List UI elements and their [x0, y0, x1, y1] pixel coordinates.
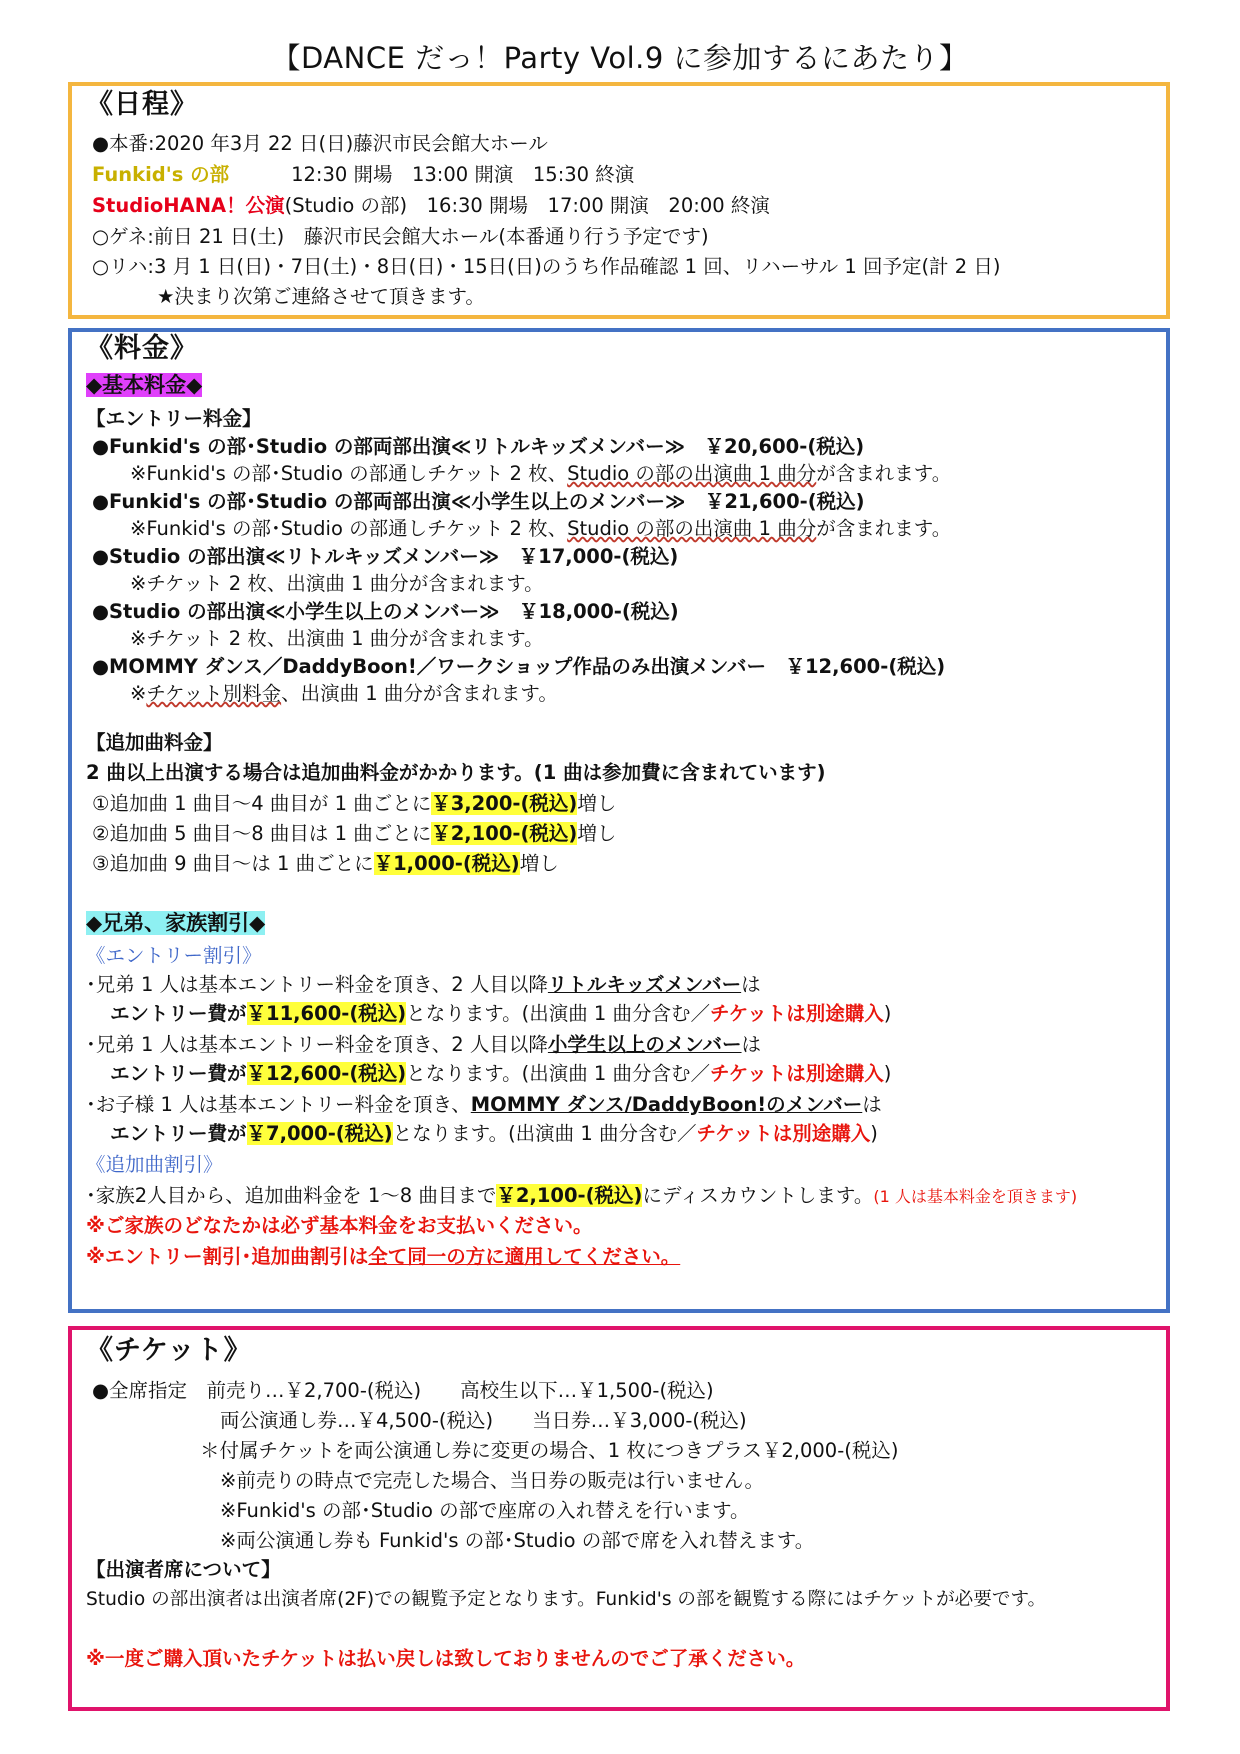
- gene-info: ○ゲネ:前日 21 日(土) 藤沢市民会館大ホール(本番通り行う予定です): [92, 225, 709, 248]
- performer-seat-heading: 【出演者席について】: [86, 1558, 281, 1581]
- ticket-row-5: ※Funkid's の部･Studio の部で座席の入れ替えを行います。: [220, 1499, 750, 1522]
- schedule-section: [68, 82, 1170, 319]
- main-date: ●本番:2020 年3月 22 日(日)藤沢市民会館大ホール: [92, 132, 548, 155]
- discount-3-line1: ･お子様 1 人は基本エントリー料金を頂き、MOMMY ダンス/DaddyBoon!のメンバーは: [86, 1093, 882, 1116]
- fee-item-3: ●Studio の部出演≪リトルキッズメンバー≫ ￥17,000-(税込): [92, 545, 679, 568]
- rehearsal-info: ○リハ:3 月 1 日(日)・7日(土)・8日(日)・15日(日)のうち作品確認 1 回、リハーサル 1 回予定(計 2 日): [92, 255, 1001, 278]
- funkids-times: 12:30 開場 13:00 開演 15:30 終演: [291, 163, 635, 186]
- discount-3-line2: エントリー費が￥7,000-(税込)となります。(出演曲 1 曲分含む／チケットは別途購入): [110, 1122, 878, 1145]
- ticket-section: [68, 1326, 1170, 1711]
- ticket-heading: 《チケット》: [86, 1335, 252, 1366]
- warning-2: ※エントリー割引･追加曲割引は全て同一の方に適用してください。: [86, 1245, 681, 1268]
- studio-row: [92, 193, 770, 219]
- fee-note-5: ※チケット別料金、出演曲 1 曲分が含まれます。: [130, 682, 558, 705]
- schedule-note: ★決まり次第ご連絡させて頂きます。: [157, 285, 485, 308]
- refund-note: ※一度ご購入頂いたチケットは払い戻しは致しておりませんのでご了承ください。: [86, 1647, 806, 1670]
- schedule-heading: 《日程》: [86, 89, 198, 120]
- entry-discount-heading: 《エントリー割引》: [86, 944, 262, 967]
- basic-fee-heading: ◆基本料金◆: [86, 373, 203, 397]
- ticket-row-6: ※両公演通し券も Funkid's の部･Studio の部で席を入れ替えます。: [220, 1529, 815, 1552]
- fee-item-1: ●Funkid's の部･Studio の部両部出演≪リトルキッズメンバー≫ ￥20,600-(税込): [92, 435, 865, 458]
- fees-section: [68, 328, 1170, 1313]
- fee-note-4: ※チケット 2 枚、出演曲 1 曲分が含まれます。: [130, 627, 544, 650]
- discount-1-line2: エントリー費が￥11,600-(税込)となります。(出演曲 1 曲分含む／チケットは別途購入): [110, 1002, 892, 1025]
- fee-item-2: ●Funkid's の部･Studio の部両部出演≪小学生以上のメンバー≫ ￥21,600-(税込): [92, 490, 865, 513]
- ticket-row-3: ＊付属チケットを両公演通し券に変更の場合、1 枚につきプラス￥2,000-(税込): [200, 1439, 899, 1462]
- funkids-row: [92, 162, 634, 188]
- fee-note-3: ※チケット 2 枚、出演曲 1 曲分が含まれます。: [130, 572, 544, 595]
- warning-1: ※ご家族のどなたかは必ず基本料金をお支払いください。: [86, 1214, 593, 1237]
- additional-discount: ･家族2人目から、追加曲料金を 1～8 曲目まで￥2,100-(税込)にディスカウントします。(1 人は基本料金を頂きます): [86, 1184, 1078, 1207]
- additional-discount-heading: 《追加曲割引》: [86, 1153, 223, 1176]
- fee-note-1: ※Funkid's の部･Studio の部通しチケット 2 枚、Studio の部の出演曲 1 曲分が含まれます。: [130, 462, 952, 485]
- additional-intro: 2 曲以上出演する場合は追加曲料金がかかります。(1 曲は参加費に含まれています): [86, 761, 826, 784]
- fees-heading: 《料金》: [86, 333, 198, 364]
- discount-2-line2: エントリー費が￥12,600-(税込)となります。(出演曲 1 曲分含む／チケットは別途購入): [110, 1062, 892, 1085]
- page-title: 【DANCE だっ！Party Vol.9 に参加するにあたり】: [271, 41, 969, 75]
- performer-seat-text: Studio の部出演者は出演者席(2F)での観覧予定となります。Funkid's の部を観覧する際にはチケットが必要です。: [86, 1589, 1047, 1610]
- fee-item-5: ●MOMMY ダンス／DaddyBoon!／ワークショップ作品のみ出演メンバー ￥12,600-(税込): [92, 655, 946, 678]
- family-discount-heading: ◆兄弟、家族割引◆: [86, 911, 266, 935]
- discount-2-line1: ･兄弟 1 人は基本エントリー料金を頂き、2 人目以降小学生以上のメンバーは: [86, 1033, 762, 1056]
- studio-label: StudioHANA！公演: [92, 194, 285, 217]
- ticket-row-2: 両公演通し券…￥4,500-(税込) 当日券…￥3,000-(税込): [220, 1409, 747, 1432]
- ticket-row-4: ※前売りの時点で完売した場合、当日券の販売は行いません。: [220, 1469, 765, 1492]
- fee-note-2: ※Funkid's の部･Studio の部通しチケット 2 枚、Studio の部の出演曲 1 曲分が含まれます。: [130, 517, 952, 540]
- entry-fee-heading: 【エントリー料金】: [86, 407, 262, 430]
- additional-heading: 【追加曲料金】: [86, 731, 223, 754]
- additional-1: ①追加曲 1 曲目～4 曲目が 1 曲ごとに￥3,200-(税込)増し: [92, 792, 617, 815]
- ticket-row-1: ●全席指定 前売り…￥2,700-(税込) 高校生以下…￥1,500-(税込): [92, 1379, 714, 1402]
- additional-3: ③追加曲 9 曲目～は 1 曲ごとに￥1,000-(税込)増し: [92, 852, 559, 875]
- studio-times: (Studio の部) 16:30 開場 17:00 開演 20:00 終演: [284, 194, 770, 217]
- discount-1-line1: ･兄弟 1 人は基本エントリー料金を頂き、2 人目以降リトルキッズメンバーは: [86, 973, 761, 996]
- fee-item-4: ●Studio の部出演≪小学生以上のメンバー≫ ￥18,000-(税込): [92, 600, 679, 623]
- funkids-label: Funkid's の部: [92, 163, 230, 186]
- additional-2: ②追加曲 5 曲目～8 曲目は 1 曲ごとに￥2,100-(税込)増し: [92, 822, 617, 845]
